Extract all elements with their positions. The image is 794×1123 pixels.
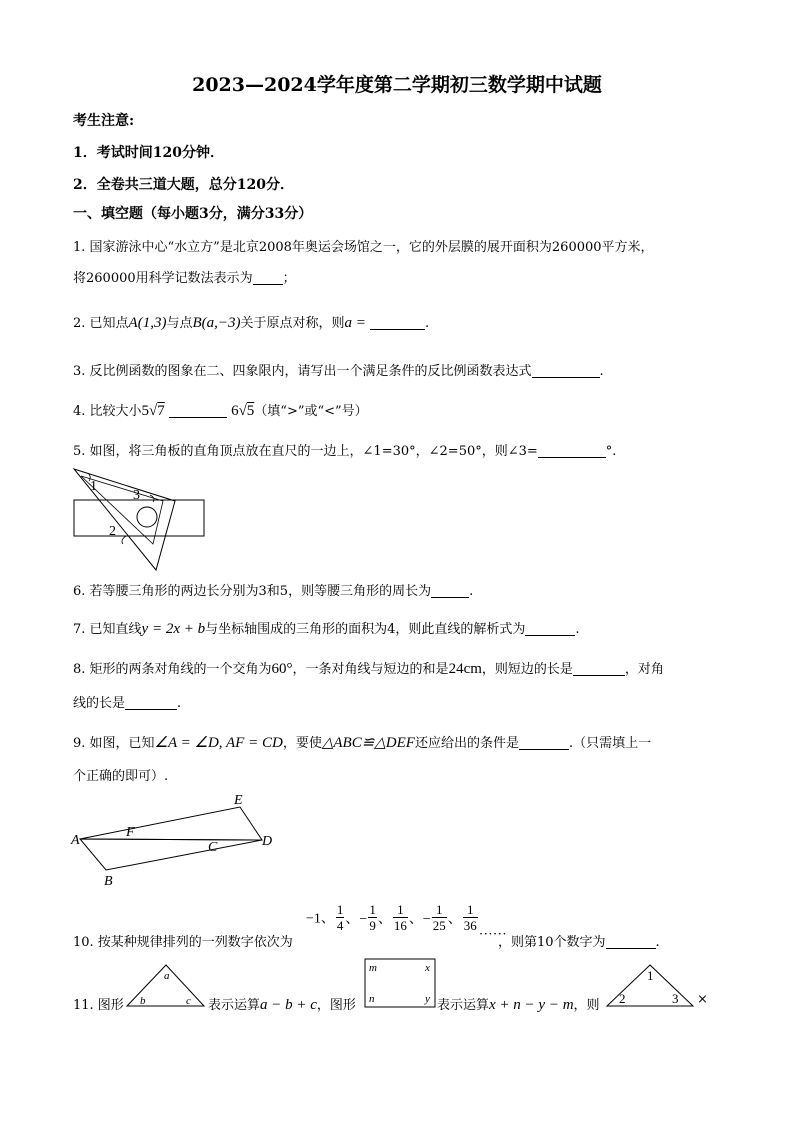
given-condition: ∠A = ∠D, AF = CD bbox=[154, 735, 283, 751]
angle-value: 60° bbox=[271, 661, 293, 677]
sequence-fraction: $\frac{1}{36}$ bbox=[463, 902, 477, 933]
hole bbox=[137, 507, 157, 527]
notice-item-2: 2．全卷共三道大题，总分120分． bbox=[73, 177, 294, 193]
section-heading: 一、填空题（每小题3分，满分33分） bbox=[73, 206, 313, 222]
answer-blank-7[interactable] bbox=[525, 621, 575, 636]
triangle-abc bbox=[80, 839, 262, 870]
answer-blank-8b[interactable] bbox=[125, 695, 177, 710]
label-angle-2: 2 bbox=[109, 524, 116, 539]
left-expression: 5√7 bbox=[141, 403, 165, 419]
label-b: B bbox=[104, 874, 113, 889]
tri-label-c: c bbox=[186, 995, 191, 1007]
rect-label-x: x bbox=[425, 962, 430, 974]
question-11-mid: 表示运算a − b + c，图形 bbox=[208, 997, 356, 1013]
sequence-fraction: $\frac{1}{9}$ bbox=[369, 902, 376, 933]
answer-blank-3[interactable] bbox=[532, 363, 600, 378]
point-b: B(a,−3) bbox=[192, 315, 241, 331]
tri-label-b: b bbox=[140, 995, 146, 1007]
question-5: 5. 如图，将三角板的直角顶点放在直尺的一边上，∠1=30°，∠2=50°，则∠3= °. bbox=[73, 444, 617, 459]
times-symbol: × bbox=[697, 992, 708, 1007]
triangle-symbol bbox=[124, 962, 208, 1008]
sequence-fraction: $\frac{1}{25}$ bbox=[432, 902, 446, 933]
label-angle-1: 1 bbox=[90, 479, 97, 494]
rect-label-y: y bbox=[425, 993, 430, 1005]
triangles-figure bbox=[68, 790, 278, 890]
page-title: 2023—2024学年度第二学期初三数学期中试题 bbox=[192, 74, 602, 96]
label-a: A bbox=[71, 833, 80, 848]
question-7: 7. 已知直线y = 2x + b与坐标轴围成的三角形的面积为4，则此直线的解析式为 . bbox=[73, 621, 580, 637]
sequence-separator: 、− bbox=[345, 911, 368, 927]
notice-item-1: 1．考试时间120分钟． bbox=[73, 145, 224, 161]
question-11-tail: 表示运算x + n − y − m，则 bbox=[437, 997, 600, 1013]
answer-blank-4[interactable] bbox=[169, 403, 227, 418]
length-value: 24cm bbox=[448, 661, 482, 677]
question-11-pre: 11. 图形 bbox=[73, 998, 124, 1013]
tri2-label-3: 3 bbox=[672, 991, 679, 1006]
angle-2-arc bbox=[122, 536, 126, 544]
answer-blank-10[interactable] bbox=[606, 934, 656, 949]
tri2-label-2: 2 bbox=[619, 991, 626, 1006]
point-a: A(1,3) bbox=[128, 315, 167, 331]
question-10-tail: ，则第10个数字为 . bbox=[498, 935, 660, 950]
answer-blank-8a[interactable] bbox=[573, 661, 625, 676]
number-sequence: −1、 $\frac{1}{4}$ 、− $\frac{1}{9}$ 、 $\frac{1}{16}$ 、− $\frac{1}{25}$ 、 $\frac{1}{36}$ …… bbox=[306, 902, 507, 939]
label-d: D bbox=[262, 834, 273, 849]
sequence-fraction: $\frac{1}{4}$ bbox=[336, 902, 344, 933]
label-angle-3: 3 bbox=[133, 488, 140, 503]
right-expression: 6√5 bbox=[231, 403, 255, 419]
notice-heading: 考生注意: bbox=[73, 113, 135, 129]
line-equation: y = 2x + b bbox=[141, 621, 206, 637]
question-1-line-2: 将260000用科学记数法表示为 ； bbox=[73, 271, 296, 286]
triangle-symbol-numbers bbox=[604, 962, 696, 1008]
operation-2: x + n − y − m bbox=[489, 997, 574, 1013]
answer-blank-9[interactable] bbox=[519, 735, 569, 750]
question-3: 3. 反比例函数的图象在二、四象限内，请写出一个满足条件的反比例函数表达式 . bbox=[73, 364, 604, 379]
question-2: 2. 已知点A(1,3)与点B(a,−3)关于原点对称，则a = . bbox=[73, 315, 430, 331]
congruence-statement: △ABC≌△DEF bbox=[321, 735, 415, 751]
question-9-line-2: 个正确的即可）. bbox=[73, 769, 169, 784]
sequence-separator: 、 bbox=[377, 911, 392, 927]
answer-blank-1[interactable] bbox=[253, 270, 283, 285]
operation-1: a − b + c bbox=[260, 997, 317, 1013]
triangle-def bbox=[80, 807, 262, 840]
sequence-fraction: $\frac{1}{16}$ bbox=[393, 902, 407, 933]
rect-label-n: n bbox=[369, 993, 375, 1005]
question-6: 6. 若等腰三角形的两边长分别为3和5，则等腰三角形的周长为 . bbox=[73, 584, 474, 599]
rectangle-symbol bbox=[364, 958, 436, 1008]
label-f: F bbox=[126, 825, 135, 840]
question-9-line-1: 9. 如图，已知∠A = ∠D, AF = CD，要使△ABC≌△DEF还应给出的条件是 .（只需填上一 bbox=[73, 735, 652, 751]
question-10-text: 10. 按某种规律排列的一列数字依次为 bbox=[73, 935, 293, 950]
angle-3-arc bbox=[150, 495, 154, 502]
question-1-text: 将260000用科学记数法表示为 bbox=[73, 271, 253, 286]
label-c: C bbox=[208, 840, 218, 855]
tri-label-a: a bbox=[164, 970, 170, 982]
tri2-label-1: 1 bbox=[647, 968, 654, 983]
variable-a: a = bbox=[344, 315, 366, 331]
answer-blank-6[interactable] bbox=[431, 583, 469, 598]
rect-label-m: m bbox=[369, 962, 377, 974]
question-8-line-1: 8. 矩形的两条对角线的一个交角为60°，一条对角线与短边的和是24cm，则短边的长是 ，对角 bbox=[73, 661, 664, 677]
question-8-line-2: 线的长是 . bbox=[73, 696, 182, 711]
ruler-triangle-figure bbox=[68, 464, 210, 574]
sequence-separator: 、− bbox=[408, 911, 431, 927]
sequence-separator: 、 bbox=[447, 911, 462, 927]
answer-blank-5[interactable] bbox=[538, 443, 606, 458]
answer-blank-2[interactable] bbox=[370, 315, 425, 330]
label-e: E bbox=[234, 793, 243, 808]
question-4: 4. 比较大小5√7 6√5（填“>”或“<”号） bbox=[73, 403, 368, 419]
question-1-line-1: 1. 国家游泳中心“水立方”是北京2008年奥运会场馆之一，它的外层膜的展开面积为260000平方米， bbox=[73, 240, 654, 255]
